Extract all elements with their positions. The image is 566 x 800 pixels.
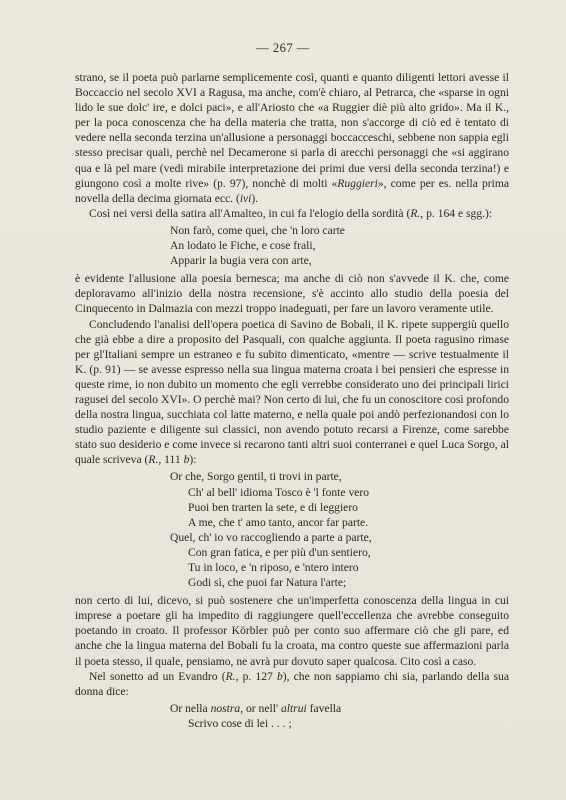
italic-nostra: nostra [210, 701, 241, 715]
verse-line: Quel, ch' io vo raccogliendo a parte a parte, [170, 530, 372, 544]
verse-line: Apparir la bugia vera con arte, [170, 254, 312, 268]
verse-line: An lodato le Fiche, e cose frali, [170, 239, 316, 253]
paragraph-2-text-b: , p. 164 e sgg.): [420, 206, 493, 220]
paragraph-3: è evidente l'allusione alla poesia bernesca; ma anche di ciò non s'avvede il K. che, come deploravamo all'inizio della nostra recensione, s'è accinto allo studio della poesia del Cinquecento in Dalmazia con mezzi troppo inadeguati, per fare un lavoro veramente utile. [75, 272, 509, 316]
italic-r: R. [148, 453, 159, 467]
italic-r: R. [410, 206, 421, 220]
paragraph-5: non certo di lui, dicevo, si può sostenere che un'imperfetta conoscenza della lingua in cui imprese a poetare gli ha impedito di raggiungere quell'eccellenza che avrebbe conseguito poetando in croato. Il professor Körbler può per conto suo affermare ciò che gli pare, ed anche che la lingua materna del Bobali fu la croata, ma contro queste sue affermazioni parla il poeta stesso, il quale, pensiamo, ne avrà pur dovuto saper qualcosa. Cito così a caso. [75, 594, 509, 668]
italic-b: b [183, 453, 190, 467]
paragraph-6-text-end: ), che non sappiamo chi sia, parlando della sua donna dice: [75, 669, 509, 698]
verse-line: Or che, Sorgo gentil, ti trovi in parte, [170, 470, 342, 484]
paragraph-2 [75, 206, 509, 221]
verse-line: Scrivo cose di lei . . . ; [188, 716, 292, 730]
paragraph-4-text-end: ): [189, 453, 197, 467]
verse-text: favella [306, 701, 342, 715]
verse-text: , or nell' [240, 701, 281, 715]
verse-block-1 [75, 223, 509, 268]
paragraph-1-text-b: », come per es. nella prima novella della decima giornata ecc. ( [75, 176, 509, 205]
verse-line: Ch' al bell' idioma Tosco è 'l fonte vero [188, 485, 370, 499]
italic-ruggieri: Ruggieri [337, 176, 378, 190]
italic-altrui: altrui [280, 701, 307, 715]
verse-line: Godi sì, che puoi far Natura l'arte; [188, 576, 347, 590]
paragraph-4-text-mid: , 111 [158, 453, 184, 467]
page-body [75, 70, 509, 734]
verse-line: A me, che t' amo tanto, ancor far parte. [188, 515, 369, 529]
verse-block-3 [75, 701, 509, 731]
verse-line: Con gran fatica, e per più d'un sentiero, [188, 545, 371, 559]
verse-line: Puoi ben trarten la sete, e di leggiero [188, 500, 358, 514]
verse-line [170, 701, 509, 716]
paragraph-1-text-c: ). [251, 191, 259, 205]
italic-r: R. [225, 669, 236, 683]
italic-b: b [276, 669, 283, 683]
paragraph-1 [75, 70, 509, 206]
verse-line: Non farò, come quei, che 'n loro carte [170, 223, 345, 237]
paragraph-2-text: Così nei versi della satira all'Amalteo, in cui fa l'elogio della sordità ( [89, 206, 411, 220]
paragraph-6 [75, 669, 509, 699]
verse-block-2 [75, 469, 509, 590]
page-number: — 267 — [256, 41, 310, 55]
verse-line: Tu in loco, e 'n riposo, e 'ntero intero [188, 561, 359, 574]
paragraph-4 [75, 317, 509, 468]
paragraph-4-text: Concludendo l'analisi dell'opera poetica di Savino de Bobali, il K. ripete suppergiù quello che già ebbe a dire a proposito del Pasquali, con qualche aggiunta. Il poeta ragusino rimase per gl'Italiani sempre un estraneo e fu subito dimenticato, «mentre — scrive testualmente il K. (p. 91) — se avesse espresso nella sua lingua materna croata i bei pensieri che espresse in queste rime, io non dubito un momento che egli verrebbe considerato uno dei principali lirici ragusei del secolo XVI». O perchè mai? Non certo di lui, che fu un conoscitore così profondo della nostra lingua, succhiata col latte materno, e nella quale poi andò perfezionandosi con lo studio paziente e diligente sui classici, non avendo potuto recarsi a Firenze, come sarebbe stato suo desiderio e come invece si recarono tanti altri suoi conterranei e quel Luca Sorgo, al quale scriveva ( [75, 317, 509, 467]
paragraph-6-text-mid: , p. 127 [235, 669, 277, 683]
paragraph-1-text: strano, se il poeta può parlarne semplicemente così, quanti e quanto diligenti lettori avesse il Boccaccio nel secolo XVI a Ragusa, ma anche, com'è chiaro, al Petrarca, che «sparse in ogni lido le sue dolc' ire, e dolci paci», e all'Ariosto che «a Ruggier diè più alto grido». Ma il K., per la poca conoscenza che ha della materia che tratta, non s'accorge di ciò ed è tentato di vedere nella seconda terzina un'allusione a personaggi boccacceschi, sebbene non sappia egli stesso precisar quali, perchè nel Decamerone si parla di arecchi personaggi che «si aggirano qua e là pel mare (vedi mirabile interpretazione dei primi due versi della seconda terzina!) e giungono così a molte rive» (p. 97), nonchè di molti « [75, 71, 509, 190]
verse-text: Or nella [170, 701, 211, 715]
italic-ivi: ivi [239, 191, 252, 205]
paragraph-6-text: Nel sonetto ad un Evandro ( [89, 669, 226, 683]
